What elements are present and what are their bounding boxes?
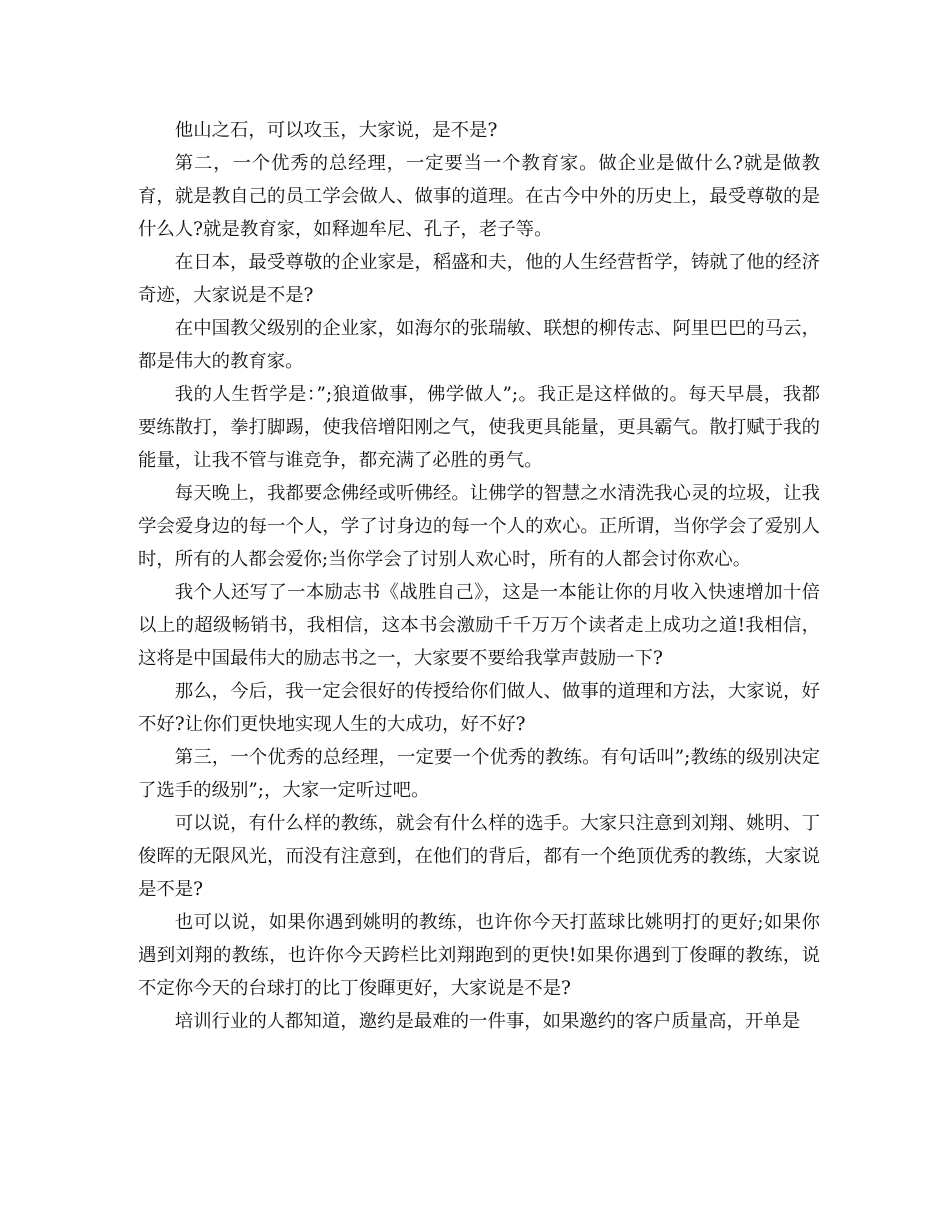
paragraph: 他山之石，可以攻玉，大家说，是不是? xyxy=(174,120,498,141)
paragraph: 每天晚上，我都要念佛经或听佛经。让佛学的智慧之水清洗我心灵的垃圾，让我学会爱身边的每一个人，学了讨身边的每一个人的欢心。正所谓，当你学会了爱别人时，所有的人都会爱你;当你学会了讨别人欢心时，所有的人都会讨你欢心。 xyxy=(138,483,820,570)
paragraph: 可以说，有什么样的教练，就会有什么样的选手。大家只注意到刘翔、姚明、丁俊晖的无限风光，而没有注意到，在他们的背后，都有一个绝顶优秀的教练，大家说是不是? xyxy=(138,813,820,900)
paragraph: 也可以说，如果你遇到姚明的教练，也许你今天打蓝球比姚明打的更好;如果你遇到刘翔的教练，也许你今天跨栏比刘翔跑到的更快!如果你遇到丁俊暉的教练，说不定你今天的台球打的比丁俊暉更好，大家说是不是? xyxy=(138,912,820,999)
paragraph: 第二，一个优秀的总经理，一定要当一个教育家。做企业是做什么?就是做教育，就是教自己的员工学会做人、做事的道理。在古今中外的历史上，最受尊敬的是什么人?就是教育家，如释迦牟尼、孔子，老子等。 xyxy=(138,153,820,240)
paragraph: 第三，一个优秀的总经理，一定要一个优秀的教练。有句话叫”;教练的级别决定了选手的级别”;，大家一定听过吧。 xyxy=(138,747,820,801)
paragraph: 在日本，最受尊敬的企业家是，稻盛和夫，他的人生经营哲学，铸就了他的经济奇迹，大家说是不是? xyxy=(138,252,820,306)
paragraph: 在中国教父级别的企业家，如海尔的张瑞敏、联想的柳传志、阿里巴巴的马云，都是伟大的教育家。 xyxy=(138,318,820,372)
paragraph: 培训行业的人都知道，邀约是最难的一件事，如果邀约的客户质量高，开单是 xyxy=(174,1011,801,1032)
paragraph: 我的人生哲学是：”;狼道做事，佛学做人”;。我正是这样做的。每天早晨，我都要练散打，拳打脚踢，使我倍增阳刚之气，使我更具能量，更具霸气。散打赋于我的能量，让我不管与谁竞争，都充满了必胜的勇气。 xyxy=(138,384,820,471)
document-body xyxy=(138,114,820,1038)
paragraph: 我个人还写了一本励志书《战胜自己》，这是一本能让你的月收入快速增加十倍以上的超级畅销书，我相信，这本书会激励千千万万个读者走上成功之道!我相信，这将是中国最伟大的励志书之一，大家要不要给我掌声鼓励一下? xyxy=(138,582,820,669)
paragraph: 那么，今后，我一定会很好的传授给你们做人、做事的道理和方法，大家说，好不好?让你们更快地实现人生的大成功，好不好? xyxy=(138,681,820,735)
